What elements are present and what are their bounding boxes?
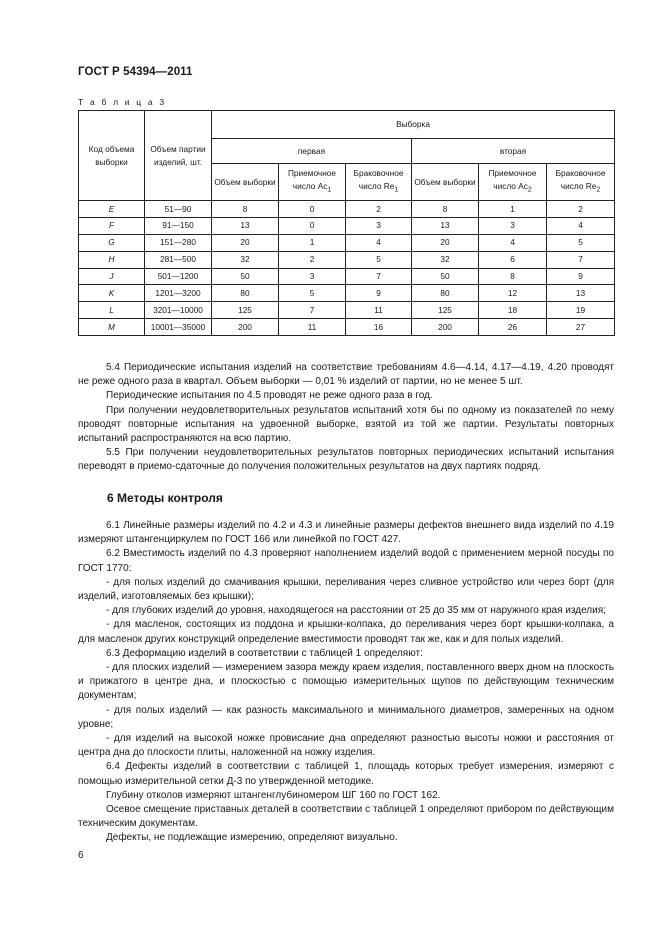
paragraph-6-2: 6.2 Вместимость изделий по 4.3 проверяют наполнением изделий водой с применением мерной посуды по ГОСТ 1770: [78, 548, 614, 574]
col-header-lot: Объем партии изделий, шт. [145, 111, 212, 201]
page-number: 6 [78, 850, 84, 861]
table-row: J 501—1200 50 3 7 50 8 9 [79, 268, 615, 285]
table-caption: Т а б л и ц а 3 [78, 97, 167, 107]
section-5-text [78, 361, 614, 475]
section-6-heading: 6 Методы контроля [107, 491, 223, 505]
paragraph-5-4-c: При получении неудовлетворительных результатов испытаний хотя бы по одному из показателей по нему проводят повторные испытания на удвоенной выборке, взятой из той же партии. Результаты повторных испытаний распространяются на всю партию. [78, 404, 614, 445]
col-header-sample: Выборка [212, 111, 615, 139]
document-header: ГОСТ Р 54394—2011 [78, 66, 193, 78]
col-header-code: Код объема выборки [79, 111, 145, 201]
table-row: E 51—90 8 0 2 8 1 2 [79, 201, 615, 218]
paragraph-5-4: 5.4 Периодические испытания изделий на соответствие требованиям 4.6—4.14, 4.17—4.19, 4.20 проводят не реже одного раза в квартал. Объем выборки — 0,01 % изделий от партии, но не менее 5 шт. [78, 362, 614, 388]
table-row: G 151—280 20 1 4 20 4 5 [79, 234, 615, 251]
table-row: M 10001—35000 200 11 16 200 26 27 [79, 319, 615, 336]
paragraph-6-4-d: Дефекты, не подлежащие измерению, определяют визуально. [106, 832, 398, 844]
table-row: H 281—500 32 2 5 32 6 7 [79, 251, 615, 268]
sampling-table [78, 110, 615, 336]
list-item: - для изделий на высокой ножке провисание дна определяют разностью высоты ножки и расстояния от центра дна до плоскости плиты, наложенной на ножку изделия. [78, 733, 614, 759]
col-header-vol-first: Объем выборки [212, 164, 279, 201]
list-item: - для плоских изделий — измерением зазора между краем изделия, поставленного вверх дном на плоскость и прижатого в центре дна, и плоскостью с помощью измерительных щупов по действующим техническим документам; [78, 662, 614, 702]
list-item: - для глубоких изделий до уровня, находящегося на расстоянии от 25 до 35 мм от наружного края изделия; [106, 605, 606, 617]
table-row: K 1201—3200 80 5 9 80 12 13 [79, 285, 615, 302]
paragraph-6-4-b: Глубину отколов измеряют штангенглубиномером ШГ 160 по ГОСТ 162. [106, 789, 441, 801]
paragraph-6-4: 6.4 Дефекты изделий в соответствии с таблицей 1, площадь которых требует измерения, измеряют с помощью измерительной сетки Д-3 по утвержденной методике. [78, 761, 614, 787]
col-header-second: вторая [412, 139, 615, 164]
col-header-vol-second: Объем выборки [412, 164, 479, 201]
col-header-rej-second: Браковочное число $Re_2$ [547, 164, 615, 201]
col-header-rej-first: Браковочное число $Re_1$ [346, 164, 412, 201]
list-item: - для полых изделий до смачивания крышки, переливания через сливное устройство или через борт (для изделий, изготовляемых без крышки); [78, 576, 614, 603]
table-row: F 91—150 13 0 3 13 3 4 [79, 217, 615, 234]
col-header-first: первая [212, 139, 412, 164]
paragraph-5-4-b: Периодические испытания по 4.5 проводят не реже одного раза в год. [106, 390, 433, 402]
paragraph-6-3: 6.3 Деформацию изделий в соответствии с таблицей 1 определяют: [106, 647, 423, 659]
paragraph-6-1: 6.1 Линейные размеры изделий по 4.2 и 4.3 и линейные размеры дефектов внешнего вида изделий по 4.19 измеряют штангенциркулем по ГОСТ 166 или линейкой по ГОСТ 427. [78, 520, 614, 546]
paragraph-6-4-c: Осевое смещение приставных деталей в соответствии с таблицей 1 определяют прибором по действующим техническим документам. [78, 804, 614, 830]
section-6-text [78, 519, 614, 846]
list-item: - для полых изделий — как разность максимального и минимального диаметров, замеренных на одном уровне; [78, 704, 614, 730]
col-header-acc-first: Приемочное число $Ac_1$ [279, 164, 346, 201]
col-header-acc-second: Приемочное число $Ac_2$ [479, 164, 547, 201]
paragraph-5-5: 5.5 При получении неудовлетворительных результатов повторных периодических испытаний испытания переводят в приемо-сдаточные до получения положительных результатов на двух партиях подряд. [78, 447, 614, 473]
list-item: - для масленок, состоящих из поддона и крышки-колпака, до переливания через борт крышки-колпака, а для масленок других конструкций определение вместимости проводят так же, как и для полых изделий. [78, 619, 614, 645]
table-row: L 3201—10000 125 7 11 125 18 19 [79, 302, 615, 319]
